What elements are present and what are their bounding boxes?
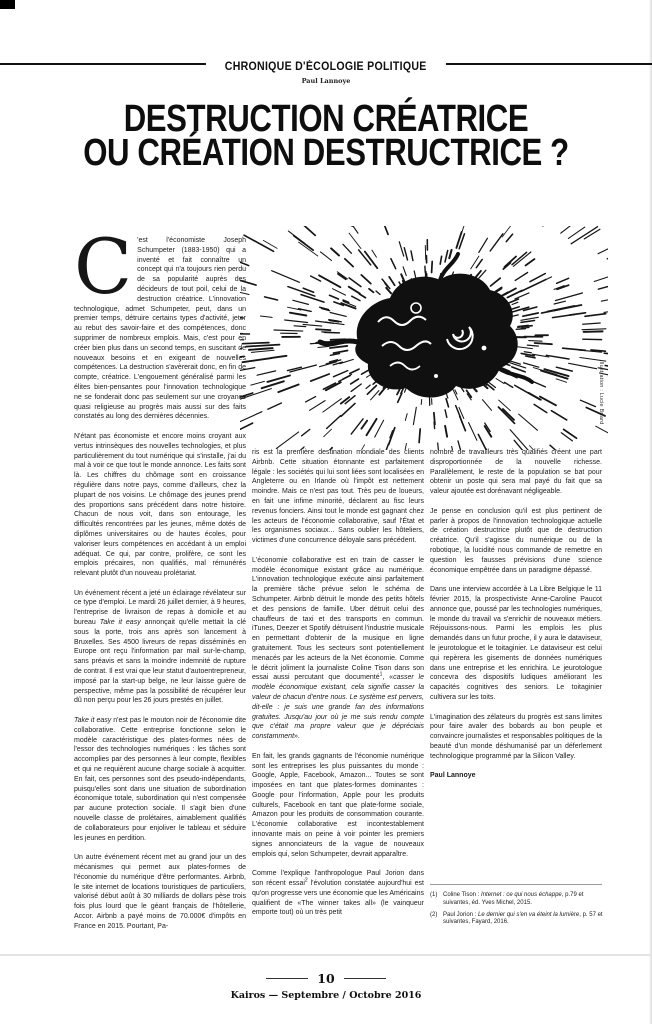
- paragraph: [252, 869, 424, 918]
- footnote-text: Paul Jorion : Le dernier qui s'en va éteint la lumière, p. 57 et suivantes, Fayard, 2016.: [443, 911, 603, 926]
- paragraph-text: N'étant pas économiste et encore moins croyant aux vertus intrinsèques des nouvelles technologies, et plus particulièrement du tout numérique qui s'installe, j'ai du mal à voir ce que tout le monde annonce. Les faits sont là. Les chiffres du chômage sont en croissance régulière dans notre pays, comme d'ailleurs, chez la plupart de nos voisins. Le chômage des jeunes prend des proportions sans précédent dans notre histoire. Chacun de nous voit, dans son entourage, les difficultés rencontrées par les jeunes, même dotés de diplômes universitaires ou de hautes écoles, pour valoriser leurs compétences en accédant à un emploi adéquat. Ce qui, par contre, prolifère, ce sont les emplois précaires, non qualifiés, mal rémunérés relevant plutôt d'un nouveau prolétariat.: [74, 432, 246, 578]
- illustration-blob: [355, 274, 517, 398]
- paragraph: [430, 713, 602, 762]
- paragraph-text: Paul Lannoye: [430, 772, 476, 780]
- paragraph: [252, 752, 424, 860]
- page-number-rule-left: [266, 978, 308, 979]
- section-author: Paul Lannoye: [301, 77, 351, 85]
- blob-dot-1: [482, 346, 487, 351]
- paragraph-text: L'économie collaborative est en train de casser le modèle économique existant grâce au numérique. L'innovation technologique exécute ainsi parfaitement la première tâche prévue selon le schéma de Schumpeter. Airbnb détruit le monde des petits hôtels et des pensions de famille. Uber détruit celui des chauffeurs de taxi et des transports en commun. iTunes, Deezer et Spotify détruisent l'industrie musicale en permettant d'obtenir de la musique en ligne gratuitement. Tous les secteurs sont potentiellement menacés par les acteurs de la Net économie. Comme le décrit joliment la journaliste Coline Tison dans son essai aussi percutant que documenté$^1$, «casser le modèle économique existant, cela signifie casser la valeur de chacun d'entre nous. Le système est pervers, dit-elle : je suis une grande fan des informations gratuites. Jusqu'au jour où je me suis rendu compte que c'était ma propre valeur que je dépréciais constamment».: [252, 556, 424, 741]
- footnotes: [430, 892, 608, 931]
- footnote-number: (1): [430, 892, 438, 898]
- drop-cap: C: [74, 222, 133, 311]
- page-number: 10: [317, 971, 335, 986]
- paragraph-text: nombre de travailleurs très qualifiés créent une part disproportionnée de la nouvelle richesse. Parallèlement, le reste de la population se bat pour obtenir un poste qui sera mal payé du fait que sa valeur ajoutée est dorénavant négligeable.: [430, 449, 602, 496]
- paragraph-text: ris est la première destination mondiale des clients Airbnb. Cette situation étonnante est parfaitement légale : les sociétés qui lui sont liées sont localisées en Angleterre ou en Irlande où l'impôt est nettement moindre. Mais ce n'est pas tout. Très peu de loueurs, en fait une infime minorité, déclarent au fisc leurs revenus fonciers. Ainsi tout le monde est gagnant chez les acteurs de l'économie collaborative, sauf l'État et les organismes sociaux... Sans oublier les hôteliers, victimes d'une concurrence déloyale sans précédent.: [252, 449, 424, 545]
- blob-arm-left: [320, 341, 358, 344]
- page-number-row: [0, 971, 652, 986]
- paragraph: [74, 853, 246, 931]
- section-header: [0, 57, 652, 85]
- illustration: [240, 226, 608, 450]
- corner-registration-mark: [0, 0, 15, 9]
- article-column-3: [430, 448, 602, 791]
- paragraph-text: Un événement récent a jeté un éclairage révélateur sur ce type d'emploi. Le mardi 26 juillet dernier, à 9 heures, l'entreprise de livraison de repas à domicile et au bureau Take it easy annonçait qu'elle mettait la clé sous la porte, trois ans après son lancement à Bruxelles. Ses 4500 livreurs de repas disséminés en Europe ont reçu l'information par mail sur-le-champ, sans préavis et sans la moindre indemnité de rupture de contrat. Il est vrai que leur statut d'autoentrepreneur, imposé par la start-up belge, ne leur laisse guère de perspective, même pas la possibilité de récupérer leur dû non perçu pour les 26 jours prestés en juillet.: [74, 589, 246, 705]
- article-column-1: [74, 222, 246, 941]
- paragraph: [74, 222, 246, 422]
- paragraph-text: Je pense en conclusion qu'il est plus pertinent de parler à propos de l'innovation technologique actuelle de création destructrice plutôt que de destruction créatrice. Qu'il s'agisse du numérique ou de la robotique, la lucidité nous commande de remettre en question les fausses prévisions d'une science économique empêtrée dans un paradigme dépassé.: [430, 507, 602, 574]
- section-kicker: CHRONIQUE D'ÉCOLOGIE POLITIQUE: [225, 61, 427, 73]
- paragraph-text: 'est l'économiste Joseph Schumpeter (1883-1950) qui a inventé et fait connaître un concept qui n'a toujours rien perdu de sa popularité auprès des décideurs de tout poil, celui de la destruction créatrice. L'innovation technologique, admet Schumpeter, peut, dans un premier temps, détruire certains types d'activité, jeter au rebut des savoir-faire et des compétences, donc supprimer de nombreux emplois. Mais, c'est pour en créer bien plus dans un second temps, en suscitant de nouveaux besoins et en exigeant de nouvelles compétences. La destruction s'avèrerait donc, en fin de compte, créatrice. L'engouement généralisé parmi les élites bien-pensantes pour l'innovation technologique ne se fonderait donc pas seulement sur une croyance quasi religieuse au progrès mais aussi sur des faits constatés au long des dernières décennies.: [74, 237, 246, 421]
- paragraph: [252, 448, 424, 546]
- article-title: [0, 98, 652, 174]
- paragraph-text: En fait, les grands gagnants de l'économie numérique sont les entreprises les plus puissantes du monde : Google, Apple, Facebook, Amazon... Toutes se sont imposées en tant que plates-formes dominantes : Google pour l'information, Apple pour les produits culturels, Facebook en tant que plate-forme sociale, Amazon pour les produits de consommation courante. L'économie collaborative est incontestablement innovante mais on peine à voir pointer les premiers signes annonciateurs de la vague de nouveaux emplois qui, selon Schumpeter, devrait apparaître.: [252, 752, 424, 858]
- paragraph: [430, 585, 602, 703]
- article-title-line2: OU CRÉATION DESTRUCTRICE ?: [83, 132, 569, 174]
- paragraph-text: Dans une interview accordée à La Libre Belgique le 11 février 2015, la prospectiviste Anne-Caroline Paucot annonce que, poussé par les technologies numériques, le monde du travail va s'enrichir de nouveaux métiers. Réjouissons-nous. Parmi les emplois les plus demandés dans un futur proche, il y aura le dataviseur, le jeurotologue et le toitaginier. Le dataviseur est celui qui repèrera les gisements de données numériques dans une entreprise et les enrichira. Le jeurotologue concevra des dispositifs ludiques améliorant les capacités cognitives des seniors. Le toitaginier cultivera sur les toits.: [430, 586, 602, 701]
- section-header-center: [206, 57, 445, 85]
- blob-arm-right: [498, 368, 532, 382]
- article-title-line1: DESTRUCTION CRÉATRICE: [123, 98, 529, 140]
- illustration-credit: Illustration : Lucie Briard: [598, 360, 604, 425]
- paragraph: [252, 556, 424, 742]
- article-column-2: [252, 448, 424, 928]
- footnote-rule: [430, 884, 602, 885]
- sunburst-drawing: [240, 226, 608, 450]
- paragraph-text: L'imagination des zélateurs du progrès est sans limites pour faire avaler des bobards au bon peuple et convaincre journalistes et responsables politiques de la beauté d'un monde déshumanisé par un déferlement technologique programmé par la Silicon Valley.: [430, 713, 602, 760]
- paragraph-text: Comme l'explique l'anthropologue Paul Jorion dans son récent essai$^2$ l'évolution constatée aujourd'hui est qu'on progresse vers une économie que les Américains qualifient de «The winner takes all» (le vainqueur emporte tout) où un très petit: [252, 870, 424, 917]
- paragraph: [430, 448, 602, 497]
- blob-dot-2: [434, 374, 438, 378]
- paragraph-text: Un autre événement récent met au grand jour un des mécanismes qui permet aux plates-formes de l'économie du numérique d'être performantes. Airbnb, le site internet de locations touristiques de particuliers, valorisé début août à 30 milliards de dollars pèse trois fois plus lourd que le géant français de l'hôtellerie, Accor. Airbnb a payé moins de 70.000€ d'impôts en France en 2015. Pourtant, Pa-: [74, 854, 246, 930]
- signature: [430, 771, 602, 781]
- paragraph: [430, 507, 602, 576]
- paragraph-text: Take it easy n'est pas le mouton noir de l'économie dite collaborative. Cette entreprise fonctionne selon le modèle caractéristique des plates-formes nées de l'essor des technologies numériques : les tâches sont accomplies par des personnes à leur compte, flexibles et qui ne requièrent aucune charge sociale à acquitter. En fait, ces personnes sont des pseudo-indépendants, puisqu'elles sont dans une situation de subordination économique totale, subordination qui n'est compensée par aucune protection sociale. Il s'agit bien d'une nouvelle classe de prolétaires, aimablement qualifiés de collaborateurs pour enjoliver le tableau et séduire les jeunes en perdition.: [74, 717, 246, 842]
- footnote-text: Coline Tison : Internet : ce qui nous échappe, p.79 et suivantes, éd. Yves Michel, 2015.: [443, 892, 584, 906]
- paragraph: [74, 716, 246, 843]
- footnote-number: (2): [430, 911, 438, 918]
- footnote: [430, 892, 608, 908]
- paragraph: [74, 589, 246, 707]
- page-number-rule-right: [344, 978, 386, 979]
- footer-rule: [0, 954, 652, 956]
- header-rule-right: [446, 63, 652, 65]
- header-rule-left: [0, 63, 206, 65]
- footnote: [430, 912, 608, 928]
- paragraph: [74, 432, 246, 579]
- journal-footer: Kairos — Septembre / Octobre 2016: [230, 990, 422, 1001]
